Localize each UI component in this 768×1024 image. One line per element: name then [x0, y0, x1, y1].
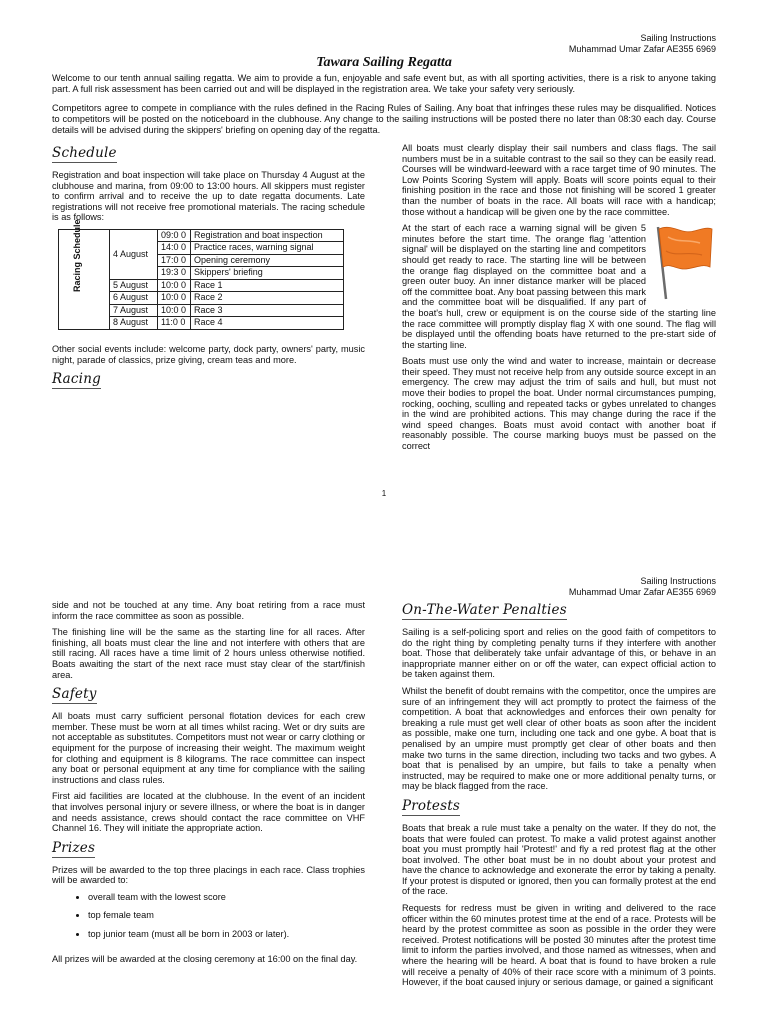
schedule-time: 11:0 0 — [158, 317, 191, 330]
schedule-paragraph: Registration and boat inspection will take place on Thursday 4 August at the clubhouse and marina, from 09:00 to 13:00 hours. All skippers must register to confirm arrival and to receive the up to date regatta documents. Late registrations will not receive free promotional materials. The racing schedule is as follows: — [52, 170, 365, 223]
schedule-event: Race 1 — [191, 279, 344, 292]
safety-paragraph-1: All boats must carry sufficient personal flotation devices for each crew member. These must be worn at all times whilst racing. Wet or dry suits are not acceptable as substitutes. Competitors must not wear or carry clothing or equipment for the purpose of increasing their weight. The maximum weight for clothing and equipment is 8 kilograms. The race committee can inspect any boat or personal equipment at any time for compliance with the sailing instructions and class rules. — [52, 711, 365, 785]
section-heading-penalties: On-The-Water Penalties — [402, 602, 567, 618]
safety-paragraph-2: First aid facilities are located at the clubhouse. In the event of an incident that involves personal injury or severe illness, or where the boat is in danger and needs assistance, crews should contact the race committee on VHF Channel 16. They will initiate the appropriate action. — [52, 791, 365, 834]
schedule-event: Opening ceremony — [191, 254, 344, 267]
schedule-time: 10:0 0 — [158, 304, 191, 317]
schedule-event: Race 2 — [191, 292, 344, 305]
section-heading-protests: Protests — [402, 797, 460, 814]
schedule-event: Skippers' briefing — [191, 267, 344, 280]
racing-paragraph-1: All boats must clearly display their sail numbers and class flags. The sail numbers must be in a suitable contrast to the sail so they can be easily read. Courses will be windward-leeward with a race target time of 90 minutes. The Low Points Scoring System will apply. Boats will score points equal to their finishing position in the race and those not finishing will be scored 1 greater than the number of boats in the race. All boats will race with a handicap; those without a handicap will be given one by the race committee. — [402, 143, 716, 217]
schedule-event: Race 3 — [191, 304, 344, 317]
header-line-1: Sailing Instructions — [640, 33, 716, 43]
section-heading-prizes: Prizes — [52, 839, 96, 856]
racing-schedule-label: Racing Schedule — [72, 219, 82, 292]
orange-flag-icon — [652, 223, 716, 301]
schedule-time: 14:0 0 — [158, 242, 191, 255]
protests-paragraph-2: Requests for redress must be given in writing and delivered to the race officer within the 60 minutes protest time at the end of a race. Protests will be heard by the protest committee as soon as possible in the order they were received. Protest notifications will be posted 30 minutes after the protest time limit to inform the parties involved, and those named as witnesses, when and where the hearing will be heard. A boat that is found to have broken a rule will receive a penalty of 40% of their race score with a minimum of 3 points. However, if the boat caused injury or serious damage, or gained a significant — [402, 903, 716, 988]
document-title: Tawara Sailing Regatta — [316, 55, 452, 70]
list-item: • top female team — [88, 910, 365, 921]
penalties-paragraph-1: Sailing is a self-policing sport and relies on the good faith of competitors to do the right thing by completing penalty turns if they interfere with another boat. Those that deliberately take unfair advantage of this, or behave in an inappropriate manner either on or off the water, can expect official action to be taken against them. — [402, 627, 716, 680]
schedule-time: 10:0 0 — [158, 292, 191, 305]
page-2 — [0, 570, 768, 1024]
schedule-day: 6 August — [110, 292, 158, 305]
page2-left-column — [52, 600, 365, 970]
schedule-day: 5 August — [110, 279, 158, 292]
section-heading-racing: Racing — [52, 371, 101, 388]
section-heading-safety: Safety — [52, 686, 97, 703]
table-side-label-cell — [59, 219, 110, 329]
finishing-paragraph: The finishing line will be the same as the starting line for all races. After finishing, all boats must clear the line and not interfere with others that are still racing. All races have a time limit of 2 hours unless otherwise notified. Boats awaiting the start of the next race must stay clear of the start/finish area. — [52, 627, 365, 680]
racing-schedule-table — [58, 219, 344, 330]
intro-paragraph-1: Welcome to our tenth annual sailing regatta. We aim to provide a fun, enjoyable and safe event but, as with all sporting activities, there is a risk to anyone taking part. A full risk assessment has been carried out and will be displayed in the registration area. We take your safety very seriously. — [52, 73, 716, 94]
schedule-event: Race 4 — [191, 317, 344, 330]
schedule-time: 09:0 0 — [158, 229, 191, 242]
racing-continued-paragraph: side and not be touched at any time. Any boat retiring from a race must inform the race committee as soon as possible. — [52, 600, 365, 621]
racing-paragraph-3: Boats must use only the wind and water to increase, maintain or decrease their speed. They must not receive help from any outside source except in an emergency. The crew may adjust the trim of sails and hull, but must not move their bodies to propel the boat. Under normal circumstances pumping, rocking, ooching, sculling and repeated tacks or gybes unrelated to changes in the wind are prohibited actions. This may change during the race if the wind speed changes. Boats must avoid contact with another boat if reasonably possible. The course marking buoys must be passed on the correct — [402, 356, 716, 452]
page1-right-column — [402, 143, 716, 458]
schedule-time: 19:3 0 — [158, 267, 191, 280]
table-row — [59, 229, 344, 242]
page-1 — [0, 0, 768, 510]
protests-paragraph-1: Boats that break a rule must take a penalty on the water. If they do not, the boats that were fouled can protest. To make a valid protest against another boat you must promptly hail 'Protest!' and fly a red protest flag at the other boat involved. The other boat must be in no doubt about your protest and have the chance to acknowledge and exonerate the error by taking a penalty. If your protest is disputed or ignored, then you can formally protest at the end of the race. — [402, 822, 716, 897]
schedule-event: Practice races, warning signal — [191, 242, 344, 255]
list-item: • overall team with the lowest score — [88, 892, 365, 903]
page-number: 1 — [381, 489, 387, 498]
schedule-time: 17:0 0 — [158, 254, 191, 267]
intro-paragraph-2: Competitors agree to compete in compliance with the rules defined in the Racing Rules of Sailing. Any boat that infringes these rules may be disqualified. Notices to competitors will be posted on the noticeboard in the clubhouse. Any change to the sailing instructions will be posted there no later than 08:30 each day. Course details will be advised during the skippers' briefing on opening day of the regatta. — [52, 103, 716, 135]
schedule-day: 7 August — [110, 304, 158, 317]
prizes-list — [52, 892, 365, 940]
header-line-2: Muhammad Umar Zafar AE355 6969 — [568, 587, 716, 597]
schedule-day: 8 August — [110, 317, 158, 330]
header-line-2: Muhammad Umar Zafar AE355 6969 — [568, 44, 716, 54]
section-heading-schedule: Schedule — [52, 145, 117, 161]
page-header — [569, 33, 716, 55]
social-events-paragraph: Other social events include: welcome party, dock party, owners' party, music night, parade of classics, prize giving, cream teas and more. — [52, 343, 365, 365]
page2-right-column — [402, 600, 716, 994]
schedule-time: 10:0 0 — [158, 279, 191, 292]
schedule-event: Registration and boat inspection — [191, 229, 344, 242]
schedule-day: 4 August — [110, 229, 158, 279]
page-header — [569, 576, 716, 598]
prizes-closing: All prizes will be awarded at the closing ceremony at 16:00 on the final day. — [52, 953, 358, 964]
list-item: • top junior team (must all be born in 2003 or later). — [88, 929, 365, 940]
page1-left-column — [52, 143, 365, 396]
header-line-1: Sailing Instructions — [640, 576, 716, 586]
penalties-paragraph-2: Whilst the benefit of doubt remains with the competitor, once the umpires are sure of an infringement they will act promptly to protect the fairness of the competition. A boat that acknowledges and enforces their own penalty for breaking a rule must get well clear of other boats as soon after the incident as possible, make one turn, including one tack and one gybe. A boat that is penalised by an umpire must promptly get clear of other boats and then make two turns in the same direction, including two tacks and two gybes. A boat that is penalised by an umpire, but fails to take a penalty when instructed, may be required to make one or more additional penalty turns, or may be black flagged from the race. — [402, 685, 716, 792]
orange-flag-image — [652, 223, 716, 301]
racing-paragraph-2: At the start of each race a warning signal will be given 5 minutes before the start time. The orange flag 'attention signal' will be displayed on the starting line and competitors should get ready to race. The starting line will be between the orange flag displayed on the committee boat and a green outer buoy. An inner distance marker will be placed off the committee boat. Any boat passing between this mark and the committee boat will be disqualified. If any part of the boat's hull, crew or equipment is on the course side of the starting line the race committee will promptly display flag X with one sound. The flag will be displayed until the offending boats have returned to the pre-start side of the starting line. — [402, 223, 716, 350]
prizes-intro: Prizes will be awarded to the top three placings in each race. Class trophies will be awarded to: — [52, 864, 365, 886]
